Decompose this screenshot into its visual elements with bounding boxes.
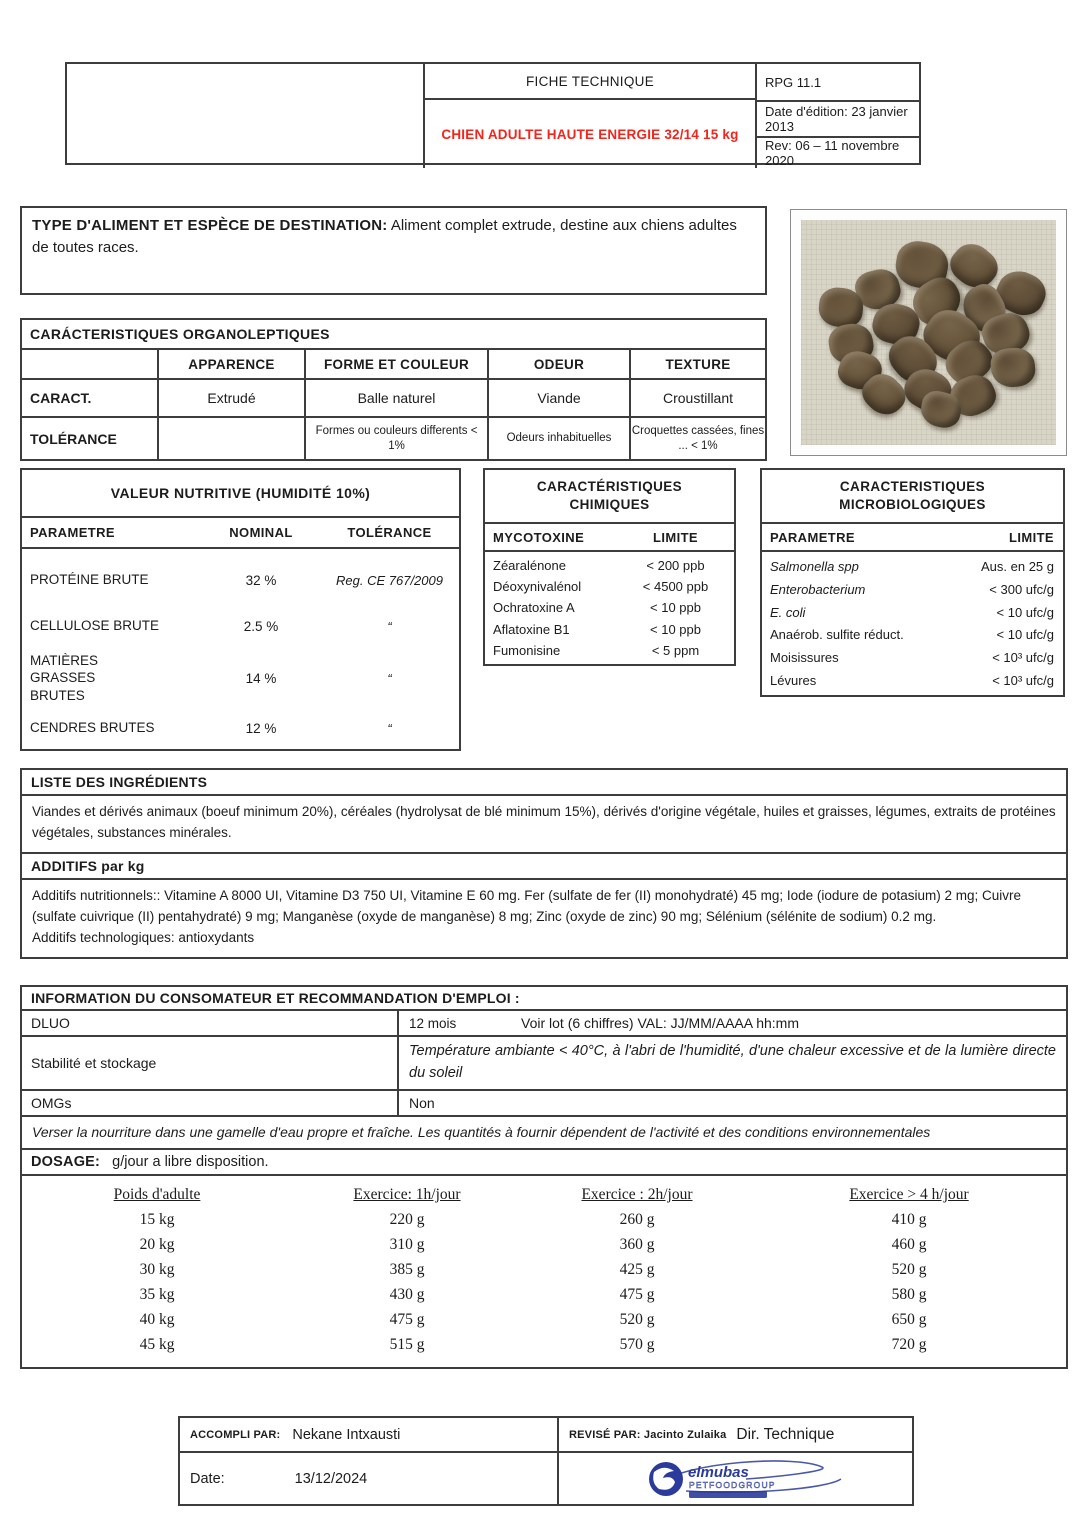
organoleptic-table: [20, 318, 767, 461]
date-cell: [180, 1453, 557, 1504]
dosage-row: 35 kg 430 g 475 g 580 g: [139, 1285, 927, 1303]
signature-table: [178, 1416, 914, 1506]
doc-type-title: FICHE TECHNIQUE: [425, 64, 755, 100]
additives-text: Additifs nutritionnels:: Vitamine A 8000 UI, Vitamine D3 750 UI, Vitamine E 60 mg. Fer (sulfate de fer (II) monohydraté) 45 mg; Iode (iodure de potasium) 2 mg; Cuivre (sulfate cuivrique (II) pentahydraté) 9 mg; Manganèse (oxyde de manganèse) 8 mg; Zinc (oxyde de zinc) 90 mg; Sélénium (sélénite de sodium) 0.2 mg. Additifs technologiques: antioxydants: [22, 878, 1066, 957]
dluo-duration: 12 mois: [409, 1015, 457, 1031]
nutrition-row: CELLULOSE BRUTE 2.5 % “: [30, 618, 392, 634]
organoleptic-header-row: [22, 348, 765, 378]
dluo-lot-format: Voir lot (6 chiffres) VAL: JJ/MM/AAAA hh:mm: [521, 1015, 800, 1031]
nutrition-title: VALEUR NUTRITIVE (HUMIDITÉ 10%): [110, 485, 371, 501]
dosage-row: 15 kg 220 g 260 g 410 g: [139, 1210, 927, 1228]
consumer-info-section: [20, 985, 1068, 1369]
ingredients-section: [20, 768, 1068, 959]
chemical-table: [483, 468, 736, 666]
elmubas-logo-graphic: [626, 1455, 856, 1503]
microbe-row: Anaérob. sulfite réduct. < 10 ufc/g: [770, 627, 1054, 643]
mycotoxin-row: Zéaralénone < 200 ppb: [493, 558, 705, 574]
microbe-row: Lévures < 10³ ufc/g: [770, 673, 1054, 689]
microbe-row: Enterobacterium < 300 ufc/g: [770, 581, 1054, 597]
dosage-row: 45 kg 515 g 570 g 720 g: [139, 1335, 927, 1353]
caract-label: CARACT.: [30, 390, 92, 406]
chemical-title: CARACTÉRISTIQUES CHIMIQUES: [536, 478, 683, 512]
microbiological-table: [760, 468, 1065, 697]
header-table: [65, 62, 921, 168]
food-type-label: TYPE D'ALIMENT ET ESPÈCE DE DESTINATION:: [32, 217, 388, 234]
food-type-section: [20, 206, 767, 295]
food-type-text: Aliment complet extrude, destine aux chiens adultes de toutes races.: [32, 217, 737, 256]
ingredients-title: LISTE DES INGRÉDIENTS: [31, 774, 208, 790]
dosage-label: DOSAGE:: [31, 1154, 101, 1171]
chemical-body: [485, 552, 734, 664]
kibble-piece: [989, 346, 1036, 388]
tolerance-label: TOLÉRANCE: [30, 430, 117, 447]
dosage-line: [22, 1148, 1066, 1174]
serving-note: Verser la nourriture dans une gamelle d'eau propre et fraîche. Les quantités à fournir dépendent de l'activité et des conditions environnementales: [22, 1115, 1066, 1149]
nutrition-table: [20, 468, 461, 751]
date-label: Date:: [190, 1470, 225, 1487]
revised-by-cell: [557, 1418, 912, 1451]
dluo-value-cell: [397, 1011, 1066, 1035]
dosage-text: g/jour a libre disposition.: [112, 1154, 269, 1171]
product-name: CHIEN ADULTE HAUTE ENERGIE 32/14 15 kg: [441, 126, 739, 142]
revision: Rev: 06 – 11 novembre 2020: [757, 136, 919, 168]
microbe-row: E. coli < 10 ufc/g: [770, 604, 1054, 620]
completed-by-name: Nekane Intxausti: [292, 1426, 401, 1443]
tolerance-row: TOLÉRANCE Formes ou couleurs differents < 1% Odeurs inhabituelles Croquettes cassées, fines ... < 1%: [22, 416, 765, 459]
stability-label: Stabilité et stockage: [31, 1054, 157, 1071]
mycotoxin-row: Déoxynivalénol < 4500 ppb: [493, 579, 709, 595]
omg-value: Non: [397, 1091, 1066, 1115]
header-logo-cell: [67, 64, 423, 168]
mycotoxin-row: Ochratoxine A < 10 ppb: [493, 600, 701, 616]
dosage-row: 30 kg 385 g 425 g 520 g: [139, 1260, 927, 1278]
elmubas-logo: [626, 1455, 856, 1503]
nutrition-row: PROTÉINE BRUTE 32 % Reg. CE 767/2009: [30, 572, 443, 588]
col-odeur: ODEUR: [487, 350, 629, 378]
ingredients-text: Viandes et dérivés animaux (boeuf minimum 20%), céréales (hydrolysat de blé minimum 15%), dérivés d'origine végétale, huiles et graisses, légumes, extraits de protéines végétales, substances minérales.: [22, 794, 1066, 852]
nutrition-row: MATIÈRES GRASSES BRUTES 14 % “: [30, 652, 392, 703]
microbe-row: Salmonella spp Aus. en 25 g: [770, 558, 1054, 574]
date-value: 13/12/2024: [294, 1470, 368, 1487]
stability-row: [22, 1035, 1066, 1089]
consumer-info-title: INFORMATION DU CONSOMATEUR ET RECOMMANDATION D'EMPLOI :: [31, 990, 520, 1006]
product-photo: [790, 209, 1067, 456]
dosage-row: 20 kg 310 g 360 g 460 g: [139, 1235, 927, 1253]
dluo-row: [22, 1009, 1066, 1035]
microbiological-title: CARACTERISTIQUES MICROBIOLOGIQUES: [839, 478, 986, 512]
organoleptic-title: CARÁCTERISTIQUES ORGANOLEPTIQUES: [30, 326, 330, 342]
completed-by-cell: [180, 1418, 557, 1451]
completed-by-label: ACCOMPLI PAR:: [190, 1428, 281, 1441]
nutrition-header-row: PARAMETRE NOMINAL TOLÉRANCE: [22, 516, 459, 549]
revised-by-label: REVISÉ PAR: Jacinto Zulaika: [569, 1428, 727, 1441]
mycotoxin-row: Fumonisine < 5 ppm: [493, 642, 700, 658]
microbiological-header-row: PARAMETRE LIMITE: [762, 522, 1063, 552]
signature-header-row: [180, 1418, 912, 1451]
kibble-photo: [801, 220, 1056, 445]
microbiological-body: [762, 552, 1063, 695]
stability-text: Température ambiante < 40°C, à l'abri de l'humidité, d'une chaleur excessive et de la lumière directe du soleil: [397, 1037, 1066, 1089]
additives-tech-text: Additifs technologiques: antioxydants: [32, 929, 255, 945]
caract-row: CARACT. Extrudé Balle naturel Viande Croustillant: [22, 378, 765, 416]
dosage-header-row: Poids d'adulte Exercice: 1h/jour Exercice : 2h/jour Exercice > 4 h/jour: [113, 1185, 969, 1203]
col-apparence: APPARENCE: [157, 350, 304, 378]
company-logo-cell: [557, 1453, 912, 1504]
logo-subtext: PETFOODGROUP: [688, 1479, 776, 1490]
header-right-column: [755, 64, 919, 168]
dluo-label: DLUO: [31, 1015, 70, 1031]
additives-title: ADDITIFS par kg: [22, 852, 1066, 878]
edition-date: Date d'édition: 23 janvier 2013: [757, 100, 919, 136]
omg-label: OMGs: [31, 1094, 72, 1111]
revised-by-title: Dir. Technique: [736, 1425, 835, 1443]
nutrition-body: [22, 549, 459, 749]
omg-row: [22, 1089, 1066, 1115]
microbe-row: Moisissures < 10³ ufc/g: [770, 650, 1054, 666]
dosage-row: 40 kg 475 g 520 g 650 g: [139, 1310, 927, 1328]
chemical-header-row: MYCOTOXINE LIMITE: [485, 522, 734, 552]
mycotoxin-row: Aflatoxine B1 < 10 ppb: [493, 621, 701, 637]
header-middle-column: [423, 64, 755, 168]
doc-code: RPG 11.1: [765, 74, 822, 90]
col-texture: TEXTURE: [629, 350, 765, 378]
logo-text: elmubas: [687, 1463, 749, 1481]
signature-date-row: [180, 1451, 912, 1504]
dosage-table: [22, 1174, 1066, 1367]
nutrition-row: CENDRES BRUTES 12 % “: [30, 720, 392, 736]
col-forme-couleur: FORME ET COULEUR: [304, 350, 487, 378]
